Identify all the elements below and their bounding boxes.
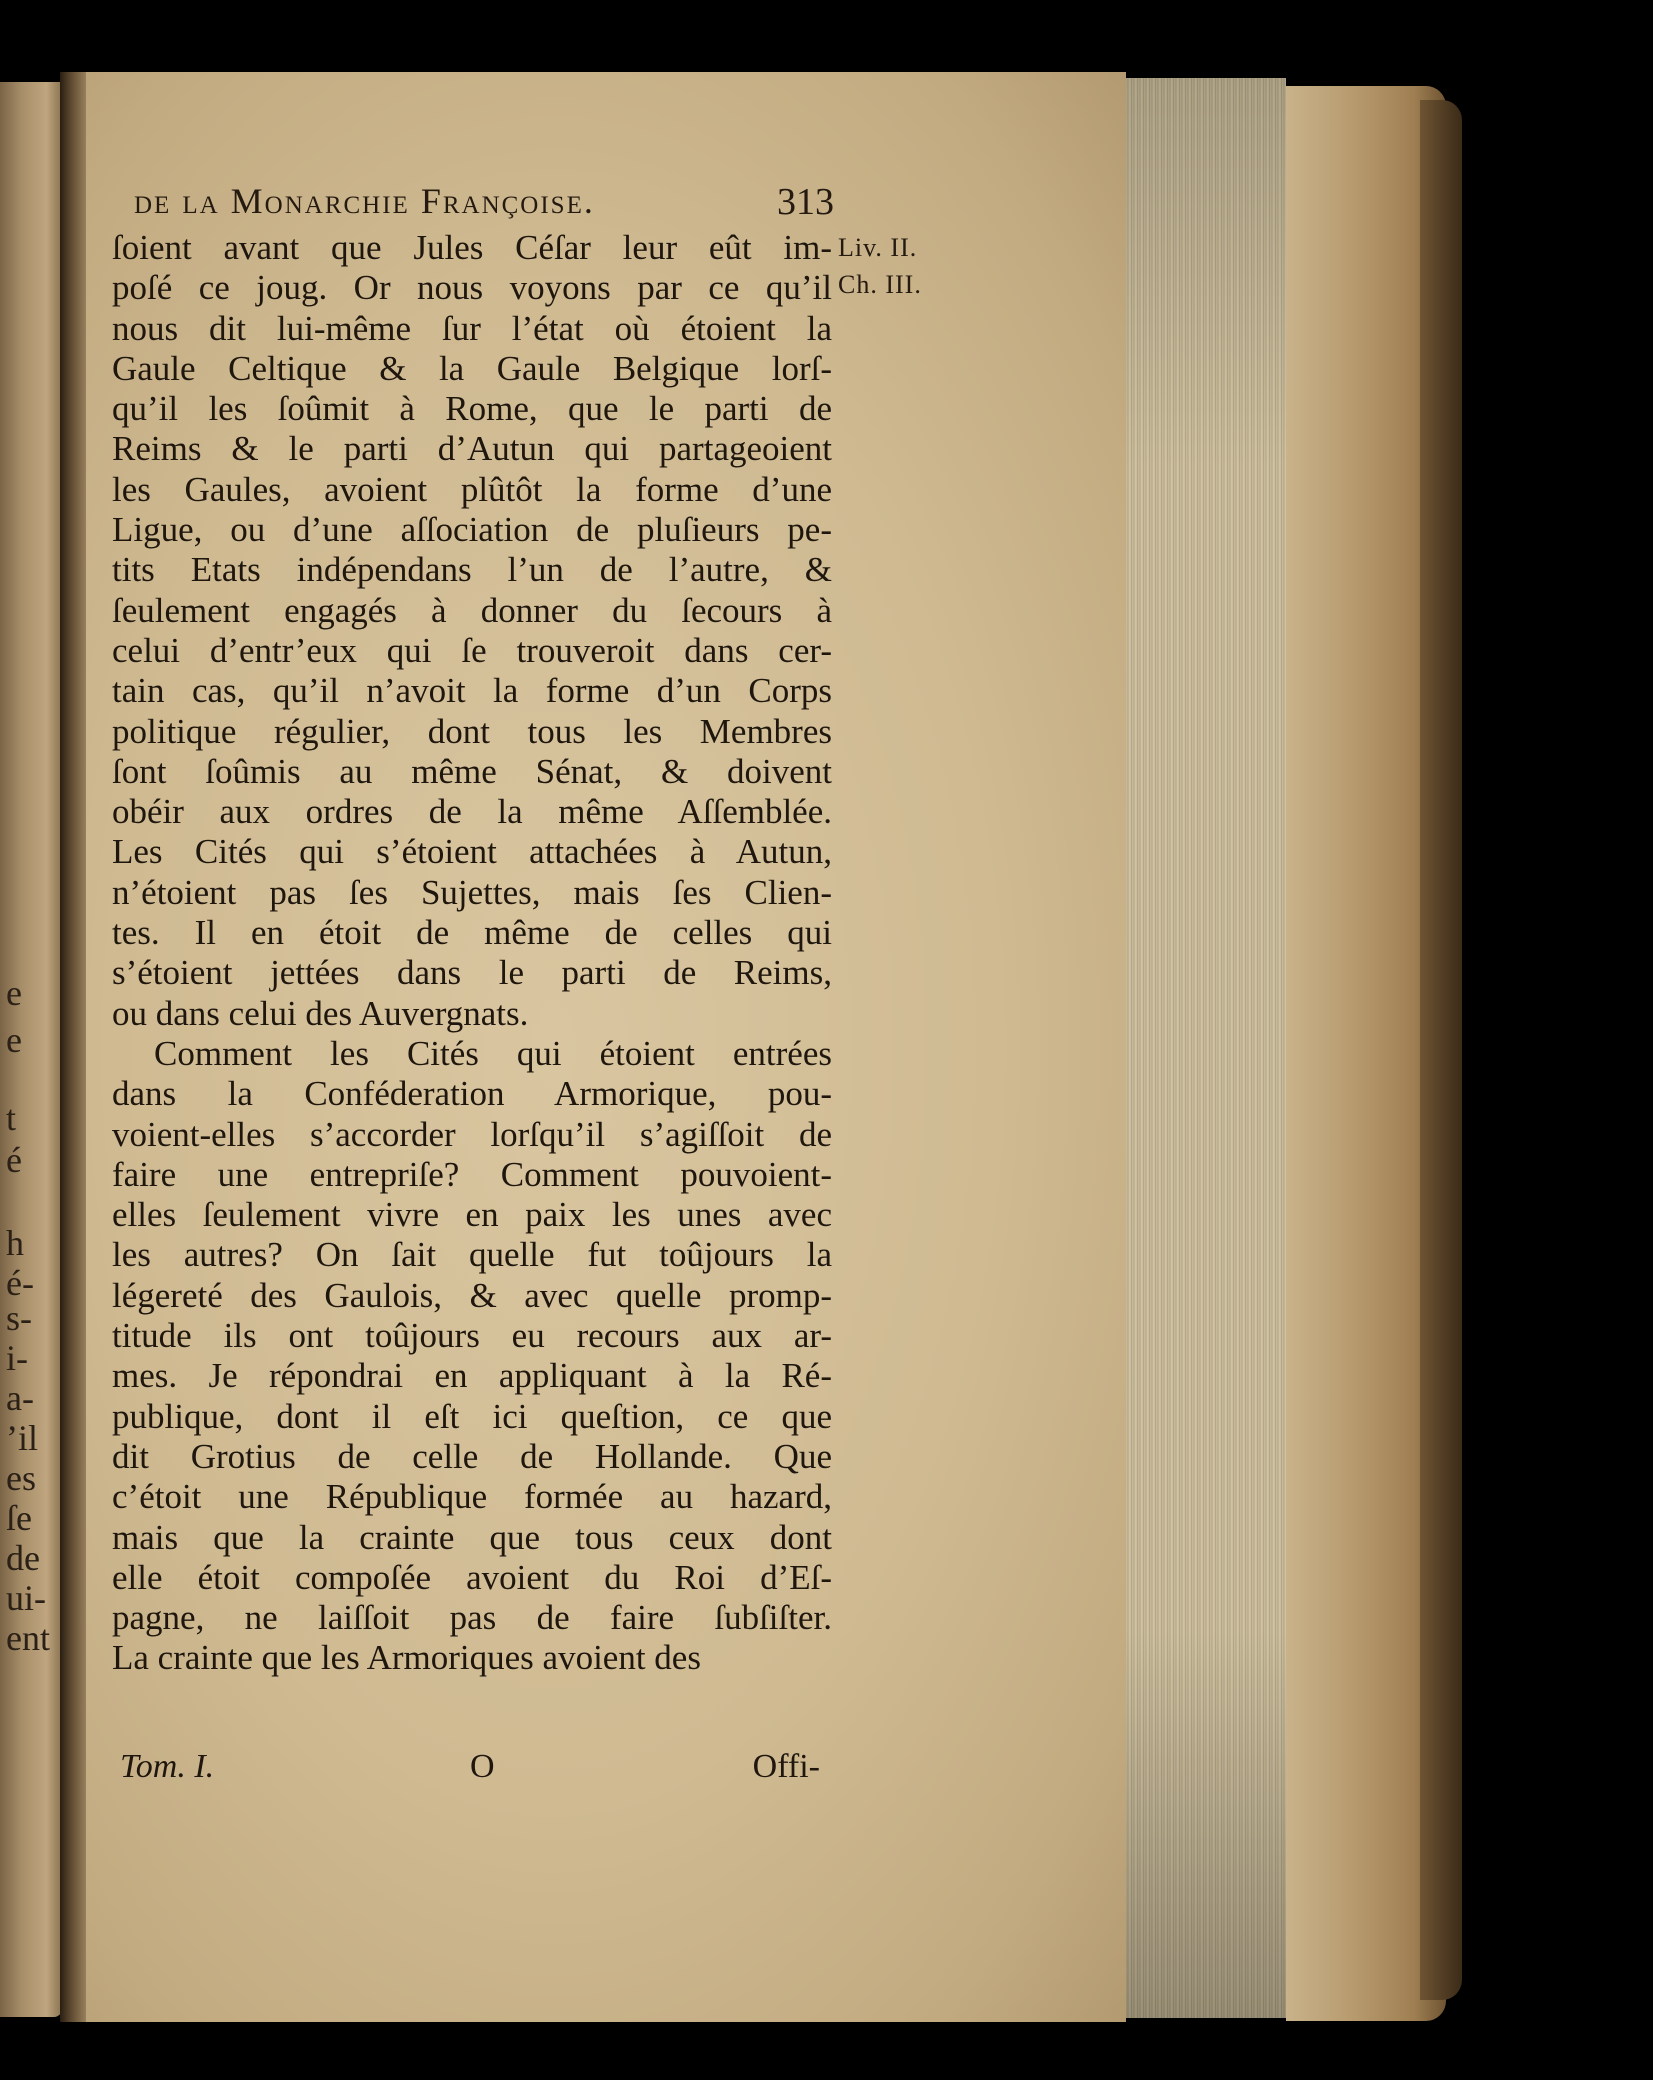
left-page-fragment: é (6, 1140, 22, 1180)
left-page-fragment: ui- (6, 1578, 46, 1618)
running-title: de la Monarchie Françoise. (134, 181, 595, 221)
text-line: politique régulier, dont tous les Membres (112, 711, 832, 751)
text-line: les Gaules, avoient plûtôt la forme d’une (112, 469, 832, 509)
text-line: Reims & le parti d’Autun qui partageoient (112, 429, 832, 469)
left-page-fragment: es (6, 1458, 36, 1498)
left-page-fragment: e (6, 973, 22, 1013)
text-line: poſé ce joug. Or nous voyons par ce qu’il (112, 268, 832, 308)
text-line: tain cas, qu’il n’avoit la forme d’un Corps (112, 671, 832, 711)
text-line: dit Grotius de celle de Hollande. Que (112, 1436, 832, 1476)
text-line: ſeulement engagés à donner du ſecours à (112, 590, 832, 630)
text-line: obéir aux ordres de la même Aſſemblée. (112, 792, 832, 832)
text-line: les autres? On ſait quelle fut toûjours la (112, 1235, 832, 1275)
marginal-note-book: Liv. II. (838, 233, 918, 262)
text-line: Ligue, ou d’une aſſociation de pluſieurs pe- (112, 510, 832, 550)
page-number: 313 (777, 181, 834, 223)
book-gutter (60, 72, 88, 2022)
left-page-fragment: é- (6, 1263, 34, 1303)
previous-page-edge (0, 82, 62, 2017)
text-line: pagne, ne laiſſoit pas de faire ſubſiſter. (112, 1598, 832, 1638)
text-line: mais que la crainte que tous ceux dont (112, 1517, 832, 1557)
text-line: elles ſeulement vivre en paix les unes avec (112, 1195, 832, 1235)
text-line: dans la Conféderation Armorique, pou- (112, 1074, 832, 1114)
text-line: elle étoit compoſée avoient du Roi d’Eſ- (112, 1557, 832, 1597)
left-page-fragment: s- (6, 1298, 32, 1338)
text-line: tits Etats indépendans l’un de l’autre, & (112, 550, 832, 590)
text-line: nous dit lui-même ſur l’état où étoient la (112, 308, 832, 348)
left-page-fragment: a- (6, 1378, 34, 1418)
text-line: s’étoient jettées dans le parti de Reims, (112, 953, 832, 993)
text-line: ſoient avant que Jules Céſar leur eût im- (112, 228, 832, 267)
text-line: qu’il les ſoûmit à Rome, que le parti de (112, 389, 832, 429)
text-line: La crainte que les Armoriques avoient des (112, 1638, 701, 1678)
volume-mark: Tom. I. (120, 1748, 215, 1785)
text-line: légereté des Gaulois, & avec quelle promp- (112, 1275, 832, 1315)
book-cover-edge (1420, 100, 1462, 2000)
text-line: mes. Je répondrai en appliquant à la Ré- (112, 1356, 832, 1396)
text-line: Comment les Cités qui étoient entrées (154, 1033, 832, 1073)
page-footer (120, 1748, 820, 1798)
left-page-fragment: ’il (6, 1418, 38, 1458)
catchword: Offi- (752, 1748, 820, 1785)
text-line: n’étoient pas ſes Sujettes, mais ſes Clien- (112, 872, 832, 912)
left-page-fragment: de (6, 1538, 40, 1578)
text-line: voient-elles s’accorder lorſqu’il s’agiſſoit de (112, 1114, 832, 1154)
body-text (112, 228, 832, 1679)
text-line: c’étoit une République formée au hazard, (112, 1477, 832, 1517)
text-line: titude ils ont toûjours eu recours aux ar- (112, 1316, 832, 1356)
running-header (134, 180, 834, 234)
text-line: celui d’entr’eux qui ſe trouveroit dans cer- (112, 630, 832, 670)
marginal-note-chapter: Ch. III. (838, 270, 922, 299)
signature-mark: O (470, 1748, 495, 1785)
left-page-fragment: h (6, 1223, 24, 1263)
text-line: publique, dont il eſt ici queſtion, ce que (112, 1396, 832, 1436)
left-page-fragment: i- (6, 1338, 28, 1378)
left-page-fragment: ſe (6, 1498, 32, 1538)
text-line: ſont ſoûmis au même Sénat, & doivent (112, 751, 832, 791)
text-line: Gaule Celtique & la Gaule Belgique lorſ- (112, 348, 832, 388)
text-line: tes. Il en étoit de même de celles qui (112, 913, 832, 953)
page-edges-shade (1126, 78, 1286, 2018)
left-page-fragment: e (6, 1020, 22, 1060)
left-page-fragment: t (6, 1098, 17, 1138)
left-page-fragment: ent (6, 1618, 50, 1658)
text-line: faire une entrepriſe? Comment pouvoient- (112, 1154, 832, 1194)
text-line: ou dans celui des Auvergnats. (112, 993, 529, 1033)
text-line: Les Cités qui s’étoient attachées à Autun, (112, 832, 832, 872)
